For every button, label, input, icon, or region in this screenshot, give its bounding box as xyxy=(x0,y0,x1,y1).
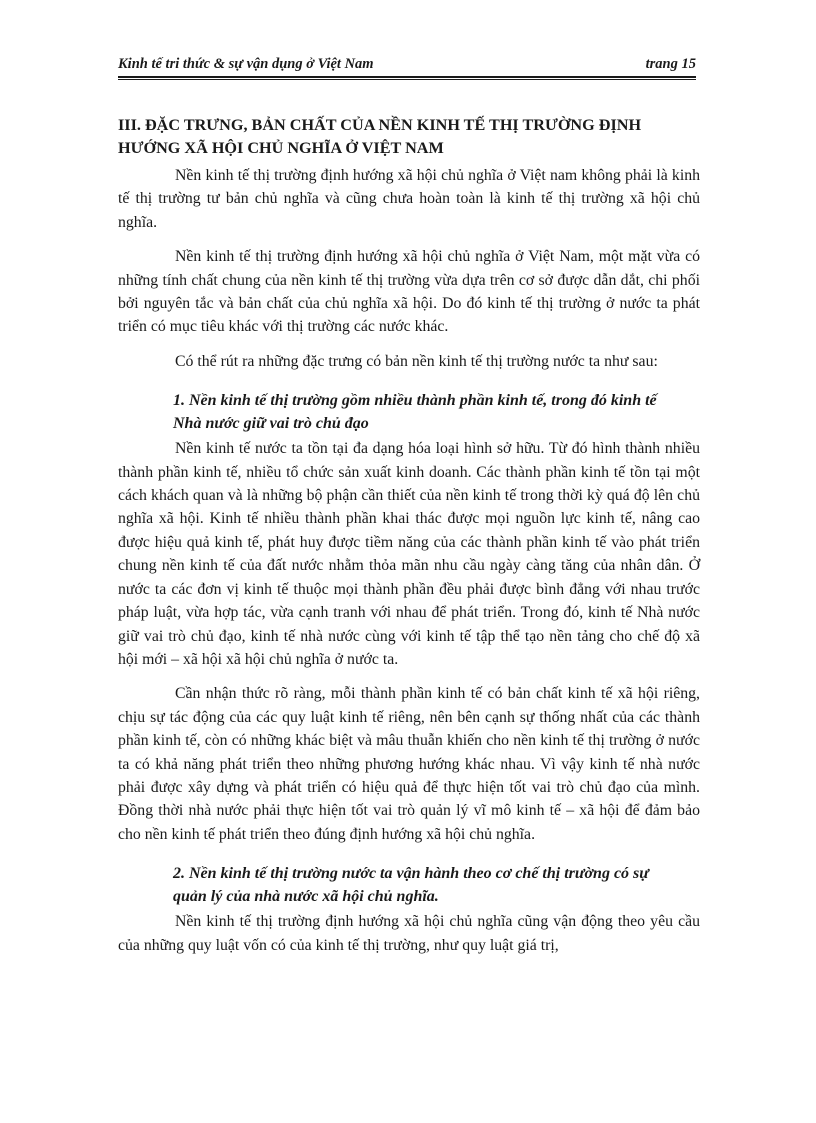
paragraph: Nền kinh tế nước ta tồn tại đa dạng hóa loại hình sở hữu. Từ đó hình thành nhiều thành phần kinh tế, nhiều tổ chức sản xuất kinh doanh. Các thành phần kinh tế tồn tại một cách khách quan và là những bộ phận cần thiết của nền kinh tế trong thời kỳ quá độ lên chủ nghĩa xã hội. Kinh tế nhiều thành phần khai thác được mọi nguồn lực kinh tế, nâng cao được hiệu quả kinh tế, phát huy được tiềm năng của các thành phần kinh tế vào phát triển chung nền kinh tế của đất nước nhằm thỏa mãn nhu cầu ngày càng tăng của nhân dân. Ở nước ta các đơn vị kinh tế thuộc mọi thành phần đều phải được bình đẳng với nhau trước pháp luật, vừa hợp tác, vừa cạnh tranh với nhau để phát triển. Trong đó, kinh tế Nhà nước giữ vai trò chủ đạo, kinh tế nhà nước cùng với kinh tế tập thể tạo nền tảng cho chế độ xã hội mới – xã hội xã hội chủ nghĩa ở nước ta. xyxy=(118,440,700,668)
section-heading-line1: III. ĐẶC TRƯNG, BẢN CHẤT CỦA NỀN KINH TẾ THỊ TRƯỜNG ĐỊNH xyxy=(118,116,642,134)
document-body xyxy=(118,114,700,968)
subsection-2-heading-line2: quản lý của nhà nước xã hội chủ nghĩa. xyxy=(173,888,439,906)
paragraph: Nền kinh tế thị trường định hướng xã hội chủ nghĩa cũng vận động theo yêu cầu của những quy luật vốn có của kinh tế thị trường, như quy luật giá trị, xyxy=(118,913,700,954)
paragraph: Nền kinh tế thị trường định hướng xã hội chủ nghĩa ở Việt Nam, một mặt vừa có những tính chất chung của nền kinh tế thị trường vừa dựa trên cơ sở được dẫn dắt, chi phối bởi nguyên tắc và bản chất của chủ nghĩa xã hội. Do đó kinh tế thị trường ở nước ta phát triển có mục tiêu khác với thị trường các nước khác. xyxy=(118,248,700,336)
running-header xyxy=(118,54,696,78)
header-rule xyxy=(118,79,696,80)
subsection-1-heading-line1: 1. Nền kinh tế thị trường gồm nhiều thành phần kinh tế, trong đó kinh tế xyxy=(173,392,657,410)
subsection-1-heading-line2: Nhà nước giữ vai trò chủ đạo xyxy=(173,415,369,433)
header-title: Kinh tế tri thức & sự vận dụng ở Việt Nam xyxy=(118,56,374,72)
page-number: trang 15 xyxy=(645,56,696,72)
paragraph: Cần nhận thức rõ ràng, mỗi thành phần kinh tế có bản chất kinh tế xã hội riêng, chịu sự tác động của các quy luật kinh tế riêng, nên bên cạnh sự thống nhất của các thành phần kinh tế, còn có những khác biệt và mâu thuẫn khiến cho nền kinh tế thị trường ở nước ta có khả năng phát triển theo những phương hướng khác nhau. Vì vậy kinh tế nhà nước phải được xây dựng và phát triển có hiệu quả để thực hiện tốt vai trò chủ đạo của mình. Đồng thời nhà nước phải thực hiện tốt vai trò quản lý vĩ mô kinh tế – xã hội để đảm bảo cho nền kinh tế phát triển theo đúng định hướng xã hội chủ nghĩa. xyxy=(118,685,700,843)
section-heading xyxy=(118,114,700,160)
section-heading-line2: HƯỚNG XÃ HỘI CHỦ NGHĨA Ở VIỆT NAM xyxy=(118,139,444,157)
subsection-heading-1 xyxy=(118,389,700,435)
paragraph: Nền kinh tế thị trường định hướng xã hội chủ nghĩa ở Việt nam không phải là kinh tế thị trường tư bản chủ nghĩa và cũng chưa hoàn toàn là kinh tế thị trường xã hội chủ nghĩa. xyxy=(118,167,700,231)
subsection-heading-2 xyxy=(118,862,700,908)
paragraph: Có thể rút ra những đặc trưng có bản nền kinh tế thị trường nước ta như sau: xyxy=(175,352,658,370)
subsection-2-heading-line1: 2. Nền kinh tế thị trường nước ta vận hành theo cơ chế thị trường có sự xyxy=(173,865,649,883)
